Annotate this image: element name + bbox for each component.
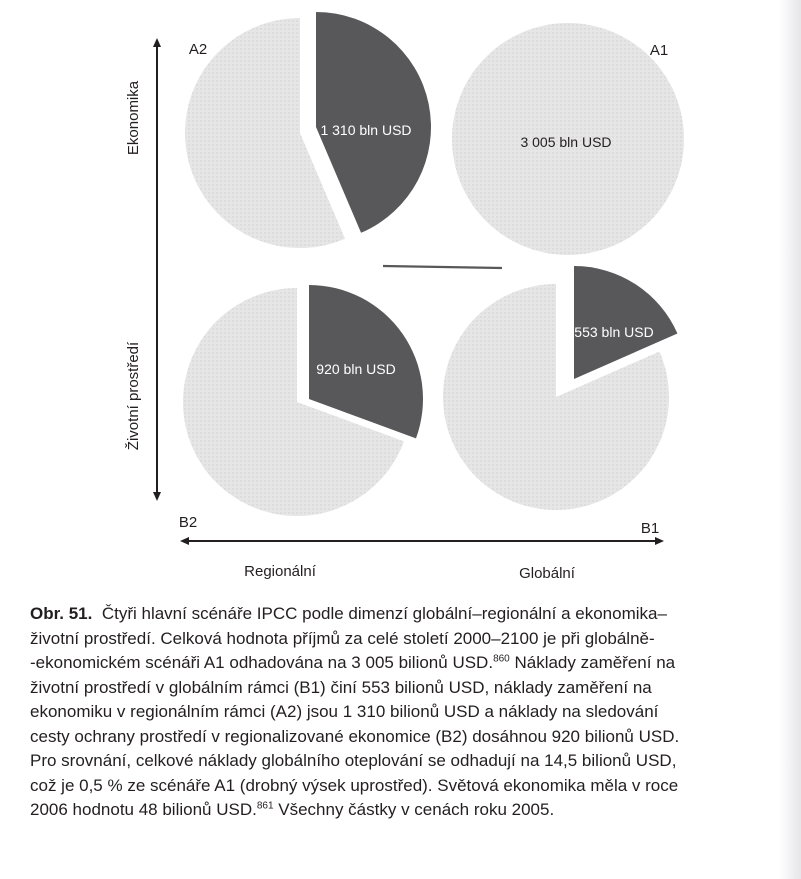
pie-b1-scenario-label: B1	[640, 520, 660, 537]
axis-label-ekonomika: Ekonomika	[125, 80, 142, 156]
pie-b2-value-label: 920 bln USD	[316, 361, 396, 377]
axis-label-regionalni: Regionální	[244, 563, 316, 580]
caption-line-3b: Náklady zaměření na	[509, 653, 676, 672]
pie-a2	[185, 12, 431, 248]
caption-line-9b: Všechny částky v cenách roku 2005.	[273, 800, 555, 819]
pie-a2-value-label: 1 310 bln USD	[320, 122, 412, 138]
caption-line-6: cesty ochrany prostředí v regionalizované ekonomice (B2) dosáhnou 920 bilionů USD.	[30, 726, 680, 746]
figure-caption	[30, 602, 775, 823]
caption-line-4: životní prostředí v globálním rámci (B1) činí 553 bilionů USD, náklady zaměření na	[30, 677, 652, 697]
footnote-861: 861	[256, 800, 274, 812]
pie-b2	[179, 285, 423, 531]
figure-label: Obr. 51.	[30, 604, 93, 623]
pie-a1	[452, 23, 684, 255]
pie-b2-scenario-label: B2	[178, 514, 198, 531]
pie-a2-scenario-label: A2	[188, 41, 208, 58]
caption-line-7: Pro srovnání, celkové náklady globálního oteplování se odhadují na 14,5 bilionů USD,	[30, 751, 677, 770]
caption-line-2: životní prostředí. Celková hodnota příjmů za celé století 2000–2100 je při globálně-	[30, 628, 655, 648]
axis-label-zivotni-prostredi: Životní prostředí	[125, 341, 142, 451]
pie-b1	[443, 266, 677, 537]
caption-line-9: 2006 hodnotu 48 bilionů USD.	[30, 800, 257, 819]
caption-line-3: -ekonomickém scénáři A1 odhadována na 3 005 bilionů USD.	[30, 653, 494, 672]
caption-line-1: Čtyři hlavní scénáře IPCC podle dimenzí globální–regionální a ekonomika–	[101, 604, 667, 623]
axis-label-globalni: Globální	[519, 565, 575, 582]
pie-a1-value-label: 3 005 bln USD	[520, 134, 612, 150]
pie-a1-scenario-label: A1	[649, 42, 669, 59]
footnote-860: 860	[493, 653, 510, 665]
pie-b1-value-label: 553 bln USD	[574, 324, 654, 340]
global-warming-wedge	[383, 266, 502, 268]
caption-line-8: což je 0,5 % ze scénáře A1 (drobný výsek uprostřed). Světová ekonomika měla v roce	[30, 775, 679, 795]
caption-line-5: ekonomiku v regionálním rámci (A2) jsou 1 310 bilionů USD a náklady na sledování	[30, 702, 659, 721]
